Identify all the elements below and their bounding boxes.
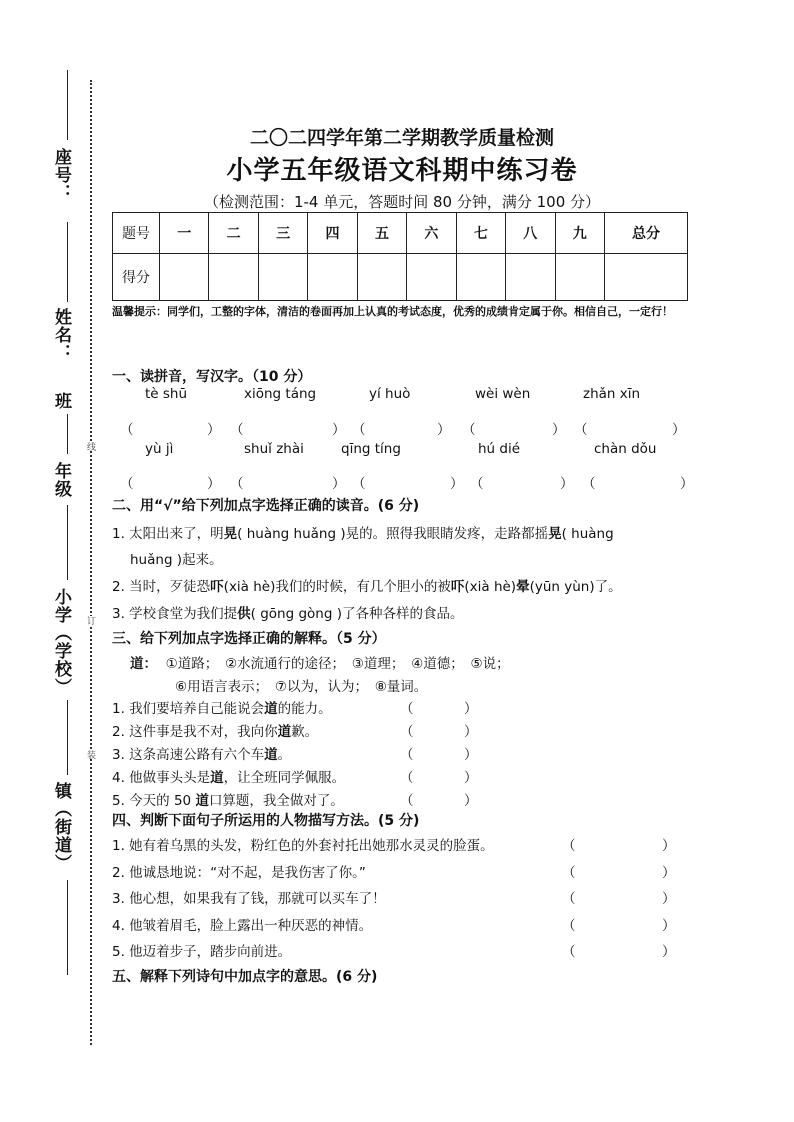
- score-cell[interactable]: [357, 254, 406, 301]
- cut-mark-pack: 装: [85, 750, 95, 759]
- q-text: 口算题，我全做对了。: [208, 793, 344, 809]
- binding-margin: [0, 0, 100, 1122]
- q-text: (xià hè)我们的时候，有几个胆小的被: [223, 579, 451, 595]
- pinyin: zhǎn xīn: [583, 386, 641, 402]
- answer-box-close: ）: [662, 838, 676, 854]
- score-cell[interactable]: [308, 254, 357, 301]
- q-text: (xià hè): [464, 579, 517, 595]
- answer-box-close: ）: [332, 422, 346, 438]
- exam-scope: （检测范围：1-4 单元，答题时间 80 分钟，满分 100 分）: [203, 193, 601, 211]
- dotted-char: 晃: [548, 526, 562, 542]
- q-text: ( huàng huǎng )晃的。照得我眼睛发疼，走路都摇: [237, 526, 549, 542]
- score-cell[interactable]: [258, 254, 307, 301]
- answer-box-close: ）: [207, 422, 221, 438]
- q-text: 4. 他做事头头是: [112, 770, 211, 786]
- score-table-header-row: [113, 213, 688, 254]
- q-text: ，让全班同学佩服。: [223, 770, 346, 786]
- answer-box-close: ）: [464, 724, 478, 740]
- answer-box-open: （: [120, 476, 134, 492]
- score-row-label: 得分: [113, 254, 160, 301]
- answer-box-open: （: [400, 793, 414, 809]
- pinyin: xiōng táng: [244, 386, 317, 402]
- s2-question-1: [112, 522, 614, 542]
- pinyin: shuǐ zhài: [244, 441, 304, 457]
- s3-item-4: [112, 766, 345, 786]
- s3-item-5: [112, 789, 344, 809]
- s2-question-2: [112, 575, 622, 595]
- answer-box-close: ）: [464, 793, 478, 809]
- school-label: 小学（学校）: [51, 588, 71, 696]
- dotted-char: 供: [237, 606, 251, 622]
- s3-item-1: [112, 697, 332, 717]
- dotted-char: 吓: [210, 579, 224, 595]
- q-text: 2. 这件事是我不对，我向你: [112, 724, 278, 740]
- exam-term-title: 二〇二四学年第二学期教学质量检测: [249, 127, 554, 149]
- answer-box-close: ）: [662, 944, 676, 960]
- dotted-char: 道: [264, 701, 278, 717]
- score-header-cell: 题号: [113, 213, 160, 254]
- cut-mark-line: 线: [85, 442, 95, 451]
- s3-definitions-2: ⑥用语言表示； ⑦以为，认为； ⑧量词。: [175, 679, 428, 695]
- reminder-tip: 温馨提示：同学们，工整的字体，清洁的卷面再加上认真的考试态度，优秀的成绩肯定属于你。相信自己，一定行！: [112, 305, 673, 318]
- grade-label: 年级: [51, 462, 71, 498]
- section-5-title: 五、解释下列诗句中加点字的意思。(6 分): [112, 969, 378, 985]
- pinyin: qīng tíng: [341, 441, 401, 457]
- score-header-cell: 总分: [605, 213, 688, 254]
- answer-box-close: ）: [207, 476, 221, 492]
- answer-box-open: （: [562, 918, 576, 934]
- answer-box-close: ）: [464, 770, 478, 786]
- class-line: [67, 414, 68, 454]
- answer-box-open: （: [562, 891, 576, 907]
- s4-item-3: 3. 他心想，如果我有了钱，那就可以买车了！: [112, 891, 386, 907]
- q-text: 的能力。: [277, 701, 332, 717]
- q-text: 3. 学校食堂为我们提: [112, 606, 238, 622]
- score-header-cell: 六: [407, 213, 456, 254]
- pinyin: yù jì: [145, 441, 174, 457]
- answer-box-open: （: [352, 422, 366, 438]
- answer-box-open: （: [230, 422, 244, 438]
- answer-box-close: ）: [672, 422, 686, 438]
- section-3-title: 三、给下列加点字选择正确的解释。（5 分）: [112, 631, 386, 647]
- s3-definitions-1: [130, 652, 510, 672]
- answer-box-open: （: [582, 476, 596, 492]
- answer-box-open: （: [462, 422, 476, 438]
- score-table: [112, 212, 688, 301]
- dotted-char: 道: [195, 793, 209, 809]
- def-list: ①道路； ②水流通行的途径； ③道理； ④道德； ⑤说；: [165, 656, 510, 672]
- answer-box-close: ）: [560, 476, 574, 492]
- name-label: 姓名：: [51, 308, 71, 362]
- answer-box-open: （: [562, 944, 576, 960]
- dotted-char: 晃: [223, 526, 238, 542]
- answer-box-open: （: [352, 476, 366, 492]
- section-2-title: 二、用“√”给下列加点字选择正确的读音。(6 分): [112, 498, 420, 514]
- answer-box-close: ）: [464, 747, 478, 763]
- answer-box-open: （: [574, 422, 588, 438]
- s4-item-1: 1. 她有着乌黑的头发，粉红色的外套衬托出她那水灵灵的脸蛋。: [112, 838, 494, 854]
- answer-box-open: （: [400, 747, 414, 763]
- grade-line: [67, 505, 68, 580]
- answer-box-open: （: [120, 422, 134, 438]
- seat-number-label: 座号：: [51, 148, 71, 202]
- pinyin: chàn dǒu: [594, 441, 657, 457]
- score-cell[interactable]: [407, 254, 456, 301]
- answer-box-close: ）: [662, 918, 676, 934]
- town-label: 镇（街道）: [51, 782, 71, 872]
- town-line: [67, 880, 68, 975]
- score-header-cell: 八: [506, 213, 555, 254]
- score-header-cell: 一: [160, 213, 209, 254]
- answer-box-open: （: [470, 476, 484, 492]
- q-text: 3. 这条高速公路有六个车: [112, 747, 265, 763]
- s4-item-4: 4. 他皱着眉毛，脸上露出一种厌恶的神情。: [112, 918, 373, 934]
- s3-item-2: [112, 720, 318, 740]
- q-text: 2. 当时，歹徒恐: [112, 579, 211, 595]
- score-cell[interactable]: [605, 254, 688, 301]
- score-header-cell: 二: [209, 213, 258, 254]
- s2-question-1-cont: huǎng )起来。: [130, 552, 223, 568]
- answer-box-open: （: [562, 865, 576, 881]
- answer-box-close: ）: [464, 701, 478, 717]
- cut-dotted-line: [90, 80, 92, 1045]
- score-cell[interactable]: [506, 254, 555, 301]
- answer-box-close: ）: [332, 476, 346, 492]
- pinyin: hú dié: [478, 441, 521, 457]
- q-text: 1. 太阳出来了，明: [112, 526, 224, 542]
- name-line: [67, 222, 68, 302]
- dotted-char: 道: [277, 724, 292, 740]
- dotted-char: 晕: [516, 579, 530, 595]
- s4-item-5: 5. 他迈着步子，踏步向前进。: [112, 944, 292, 960]
- answer-box-close: ）: [552, 422, 566, 438]
- answer-box-close: ）: [437, 422, 451, 438]
- score-header-cell: 四: [308, 213, 357, 254]
- score-table-score-row: [113, 254, 688, 301]
- score-header-cell: 九: [555, 213, 605, 254]
- score-header-cell: 三: [258, 213, 307, 254]
- score-header-cell: 七: [456, 213, 505, 254]
- answer-box-close: ）: [450, 476, 464, 492]
- answer-box-open: （: [400, 724, 414, 740]
- pinyin: wèi wèn: [475, 386, 531, 402]
- q-text: 1. 我们要培养自己能说会: [112, 701, 265, 717]
- answer-box-close: ）: [662, 865, 676, 881]
- q-text: 5. 今天的 50: [112, 793, 196, 809]
- score-cell[interactable]: [456, 254, 505, 301]
- section-1-title: 一、读拼音，写汉字。（10 分）: [112, 369, 312, 385]
- answer-box-close: ）: [680, 476, 694, 492]
- s2-question-3: [112, 602, 464, 622]
- dotted-char: 道: [264, 747, 278, 763]
- cut-mark-bind: 订: [85, 616, 95, 625]
- score-header-cell: 五: [357, 213, 406, 254]
- pinyin: tè shū: [145, 386, 188, 402]
- q-text: 歉。: [291, 724, 319, 740]
- school-line: [67, 700, 68, 775]
- s4-item-2: 2. 他诚恳地说：“对不起，是我伤害了你。”: [112, 865, 366, 881]
- pinyin: yí huò: [369, 386, 411, 402]
- dotted-char: 道: [210, 770, 224, 786]
- score-cell[interactable]: [555, 254, 605, 301]
- answer-box-open: （: [230, 476, 244, 492]
- q-text: ( huàng: [561, 526, 614, 542]
- s3-item-3: [112, 743, 291, 763]
- exam-title: 小学五年级语文科期中练习卷: [226, 156, 578, 186]
- def-word: 道：: [130, 656, 157, 672]
- answer-box-close: ）: [662, 891, 676, 907]
- answer-box-open: （: [400, 701, 414, 717]
- q-text: 。: [277, 747, 292, 763]
- q-text: (yūn yùn)了。: [529, 579, 622, 595]
- score-cell[interactable]: [209, 254, 258, 301]
- answer-box-open: （: [400, 770, 414, 786]
- seat-number-line: [67, 70, 68, 140]
- answer-box-open: （: [562, 838, 576, 854]
- dotted-char: 吓: [450, 579, 465, 595]
- class-label: 班: [51, 392, 71, 410]
- section-4-title: 四、判断下面句子所运用的人物描写方法。(5 分): [112, 813, 420, 829]
- q-text: ( gōng gòng )了各种各样的食品。: [250, 606, 464, 622]
- score-cell[interactable]: [160, 254, 209, 301]
